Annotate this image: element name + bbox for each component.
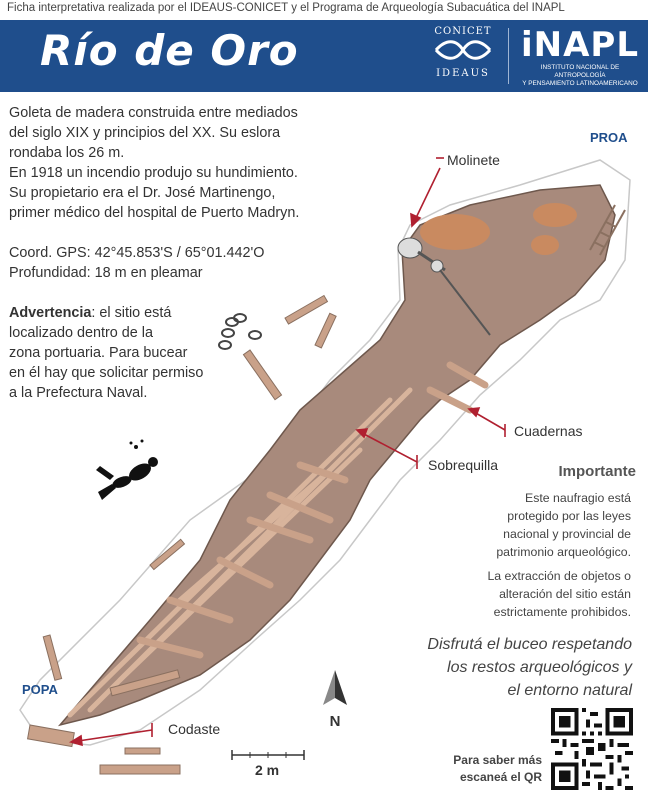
- north-arrow-icon: [320, 670, 350, 730]
- label-popa: POPA: [22, 682, 58, 697]
- credit-line: Ficha interpretativa realizada por el IDEAUS-CONICET y el Programa de Arqueología Subacuática del INAPL: [7, 2, 565, 14]
- logo-divider: [508, 28, 509, 84]
- important-title: Importante: [558, 463, 636, 480]
- bow-patch-2: [533, 203, 577, 227]
- warning-line: en él hay que solicitar permiso: [9, 365, 204, 381]
- enjoy-line: los restos arqueológicos y: [447, 659, 632, 676]
- warning-label: Advertencia: [9, 305, 92, 321]
- site-description: [9, 103, 339, 403]
- warning-text: : el sitio está: [91, 305, 172, 321]
- qr-code[interactable]: [551, 707, 633, 791]
- enjoy-message: [400, 633, 632, 702]
- conicet-wave-icon: [428, 37, 498, 63]
- header-banner: [0, 20, 648, 92]
- label-cuadernas: Cuadernas: [514, 423, 583, 439]
- important-line: Este naufragio está: [525, 491, 631, 505]
- warning-line: zona portuaria. Para bucear: [9, 345, 188, 361]
- enjoy-line: Disfrutá el buceo respetando: [427, 636, 632, 653]
- page-title: Río de Oro: [40, 26, 299, 75]
- qr-line: escaneá el QR: [459, 770, 542, 784]
- description-line: En 1918 un incendio produjo su hundimiento.: [9, 165, 298, 181]
- label-molinete: Molinete: [447, 152, 500, 168]
- important-line: alteración del sitio están: [499, 587, 631, 601]
- warning-line: a la Prefectura Naval.: [9, 385, 148, 401]
- conicet-label: CONICET: [434, 26, 492, 37]
- ideaus-label: IDEAUS: [436, 68, 490, 79]
- important-line: La extracción de objetos o: [487, 569, 631, 583]
- description-line: rondaba los 26 m.: [9, 145, 125, 161]
- diver-icon: [96, 440, 158, 501]
- enjoy-line: el entorno natural: [507, 682, 632, 699]
- inapl-line2: Y PENSAMIENTO LATINOAMERICANO: [522, 80, 638, 87]
- conicet-logo: [422, 24, 504, 86]
- north-label: N: [329, 713, 341, 730]
- label-codaste: Codaste: [168, 721, 221, 737]
- label-proa: PROA: [590, 130, 628, 145]
- important-line: nacional y provincial de: [503, 527, 631, 541]
- depth: Profundidad: 18 m en pleamar: [9, 265, 203, 281]
- description-line: Goleta de madera construida entre mediados: [9, 105, 298, 121]
- important-line: protegido por las leyes: [507, 509, 631, 523]
- important-line: estrictamente prohibidos.: [493, 605, 631, 619]
- gps-coordinates: Coord. GPS: 42°45.853'S / 65°01.442'O: [9, 245, 265, 261]
- inapl-wordmark: iNAPL: [520, 25, 639, 65]
- description-line: del siglo XIX y principios del XX. Su eslora: [9, 125, 281, 141]
- warning-line: [9, 303, 339, 323]
- qr-caption: [420, 752, 542, 786]
- description-line: primer médico del hospital de Puerto Madryn.: [9, 205, 300, 221]
- inapl-line1: INSTITUTO NACIONAL DE ANTROPOLOGÍA: [540, 64, 620, 79]
- windlass-icon: [398, 238, 422, 258]
- important-line: patrimonio arqueológico.: [496, 545, 631, 559]
- qr-line: Para saber más: [453, 753, 542, 767]
- label-sobrequilla: Sobrequilla: [428, 457, 499, 473]
- important-text: [468, 489, 631, 627]
- warning-line: localizado dentro de la: [9, 325, 154, 341]
- scale-label: 2 m: [255, 762, 280, 778]
- bow-patch: [420, 214, 490, 250]
- description-line: Su propietario era el Dr. José Martinengo,: [9, 185, 276, 201]
- inapl-logo: [516, 26, 644, 88]
- bow-patch-3: [531, 235, 559, 255]
